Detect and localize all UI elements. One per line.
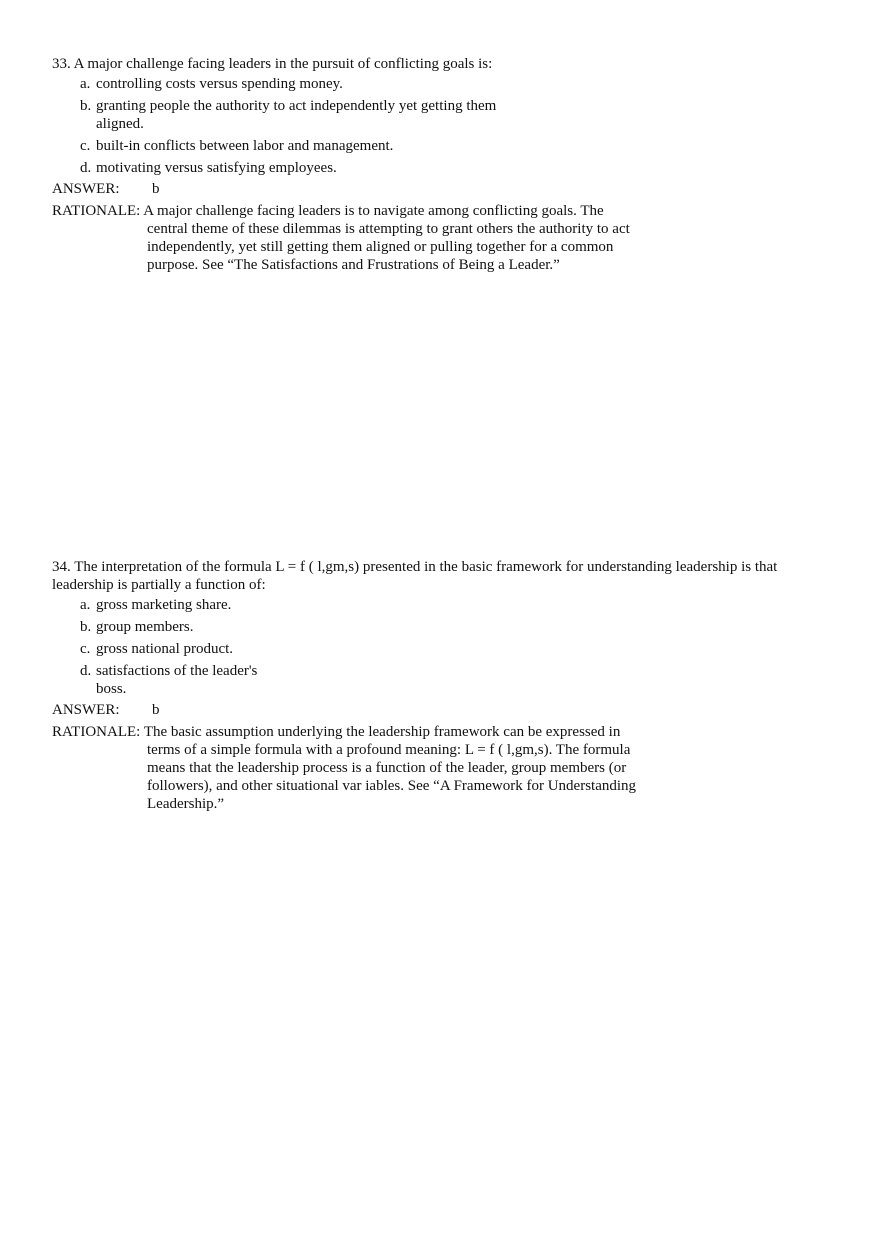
rationale-continuation: terms of a simple formula with a profound meaning: L = f ( l,gm,s). The formula means that the leadership process is a function of the leader, group members (or followers), and other situational var iables. See “A Framework for Understanding Leadership.”: [147, 742, 637, 812]
question-33: [52, 55, 630, 274]
option-letter: c.: [80, 641, 91, 657]
option-letter: d.: [80, 160, 92, 176]
option-text: controlling costs versus spending money.: [96, 76, 343, 92]
answer-value: b: [152, 702, 160, 718]
option-letter: d.: [80, 663, 92, 679]
rationale-label: RATIONALE:: [52, 724, 141, 740]
rationale-label: RATIONALE:: [52, 203, 141, 219]
option-text: built-in conflicts between labor and management.: [96, 138, 394, 154]
option-text: granting people the authority to act independently yet getting them aligned.: [96, 98, 497, 132]
option-d: [80, 662, 832, 698]
answer-line: [52, 701, 832, 719]
rationale-first-line: The basic assumption underlying the leadership framework can be expressed in: [143, 724, 621, 740]
option-b: [80, 97, 532, 133]
rationale: [52, 723, 664, 813]
option-a: [80, 596, 832, 614]
option-text: gross marketing share.: [96, 597, 232, 613]
answer-value: b: [152, 181, 160, 197]
option-d: [80, 159, 532, 177]
answer-options: [52, 75, 532, 177]
rationale-continuation: central theme of these dilemmas is attempting to grant others the authority to act independently, yet still getting them aligned or pulling together for a common purpose. See “The Satisfactions and Frustrations of Being a Leader.”: [147, 221, 630, 273]
option-text: motivating versus satisfying employees.: [96, 160, 337, 176]
answer-label: ANSWER:: [52, 181, 120, 197]
option-a: [80, 75, 532, 93]
option-c: [80, 137, 532, 155]
answer-line: [52, 180, 532, 198]
option-text: gross national product.: [96, 641, 234, 657]
answer-options: [52, 596, 832, 698]
question-stem: 33. A major challenge facing leaders in the pursuit of conflicting goals is:: [52, 56, 493, 72]
option-b: [80, 618, 832, 636]
option-letter: b.: [80, 98, 92, 114]
option-text: satisfactions of the leader's boss.: [96, 663, 258, 697]
option-text: group members.: [96, 619, 194, 635]
question-34: [52, 558, 832, 813]
rationale-first-line: A major challenge facing leaders is to navigate among conflicting goals. The: [143, 203, 604, 219]
option-letter: b.: [80, 619, 92, 635]
option-c: [80, 640, 832, 658]
option-letter: a.: [80, 76, 91, 92]
option-letter: c.: [80, 138, 91, 154]
question-stem: 34. The interpretation of the formula L = f ( l,gm,s) presented in the basic framework for understanding leadership is that leadership is partially a function of:: [52, 559, 778, 593]
rationale: [52, 202, 657, 274]
answer-label: ANSWER:: [52, 702, 120, 718]
option-letter: a.: [80, 597, 91, 613]
